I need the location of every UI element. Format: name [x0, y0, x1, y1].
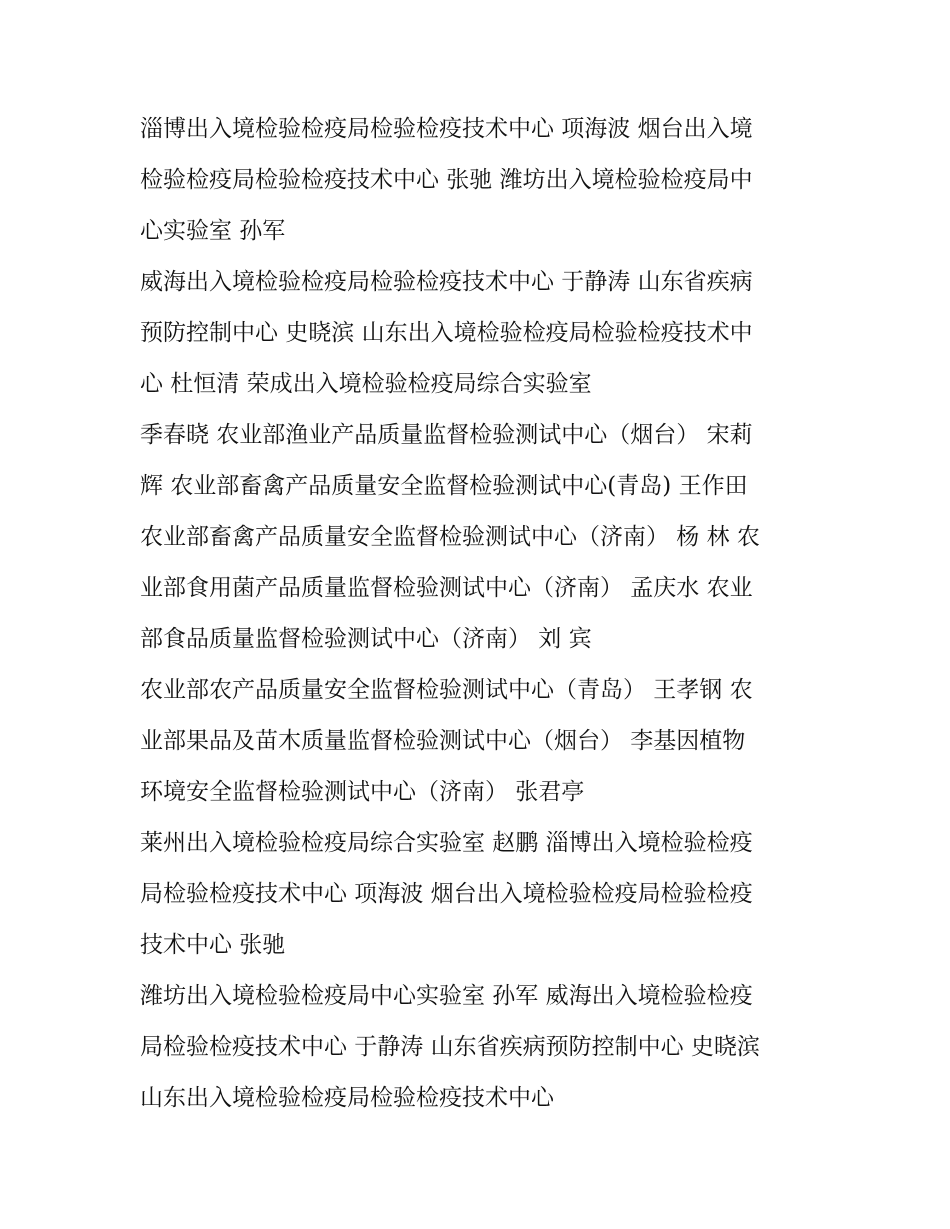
text-line: 山东出入境检验检疫局检验检疫技术中心	[140, 1085, 554, 1111]
text-line: 淄博出入境检验检疫局检验检疫技术中心 项海波 烟台出入境	[140, 116, 753, 142]
text-line: 潍坊出入境检验检疫局中心实验室 孙军 威海出入境检验检疫	[140, 983, 753, 1009]
text-line: 技术中心 张驰	[140, 932, 286, 958]
text-line: 预防控制中心 史晓滨 山东出入境检验检疫局检验检疫技术中	[140, 320, 753, 346]
text-line: 农业部畜禽产品质量安全监督检验测试中心（济南） 杨 林 农	[140, 524, 760, 550]
text-line: 季春晓 农业部渔业产品质量监督检验测试中心（烟台） 宋莉	[140, 422, 753, 448]
paragraph-4	[140, 665, 810, 818]
paragraph-3	[140, 410, 810, 665]
text-line: 莱州出入境检验检疫局综合实验室 赵鹏 淄博出入境检验检疫	[140, 830, 753, 856]
text-line: 农业部农产品质量安全监督检验测试中心（青岛） 王孝钢 农	[140, 677, 753, 703]
paragraph-1	[140, 104, 810, 257]
text-line: 心实验室 孙军	[140, 218, 286, 244]
text-line: 心 杜恒清 荣成出入境检验检疫局综合实验室	[140, 371, 592, 397]
paragraph-2	[140, 257, 810, 410]
text-line: 业部果品及苗木质量监督检验测试中心（烟台） 李基因植物	[140, 728, 746, 754]
paragraph-6	[140, 971, 810, 1124]
text-line: 威海出入境检验检疫局检验检疫技术中心 于静涛 山东省疾病	[140, 269, 753, 295]
text-line: 局检验检疫技术中心 项海波 烟台出入境检验检疫局检验检疫	[140, 881, 753, 907]
text-line: 业部食用菌产品质量监督检验测试中心（济南） 孟庆水 农业	[140, 575, 753, 601]
document-body	[140, 104, 810, 1124]
text-line: 局检验检疫技术中心 于静涛 山东省疾病预防控制中心 史晓滨	[140, 1034, 760, 1060]
paragraph-5	[140, 818, 810, 971]
text-line: 辉 农业部畜禽产品质量安全监督检验测试中心(青岛) 王作田	[140, 473, 748, 499]
text-line: 环境安全监督检验测试中心（济南） 张君亭	[140, 779, 585, 805]
text-line: 检验检疫局检验检疫技术中心 张驰 潍坊出入境检验检疫局中	[140, 167, 753, 193]
text-line: 部食品质量监督检验测试中心（济南） 刘 宾	[140, 626, 592, 652]
